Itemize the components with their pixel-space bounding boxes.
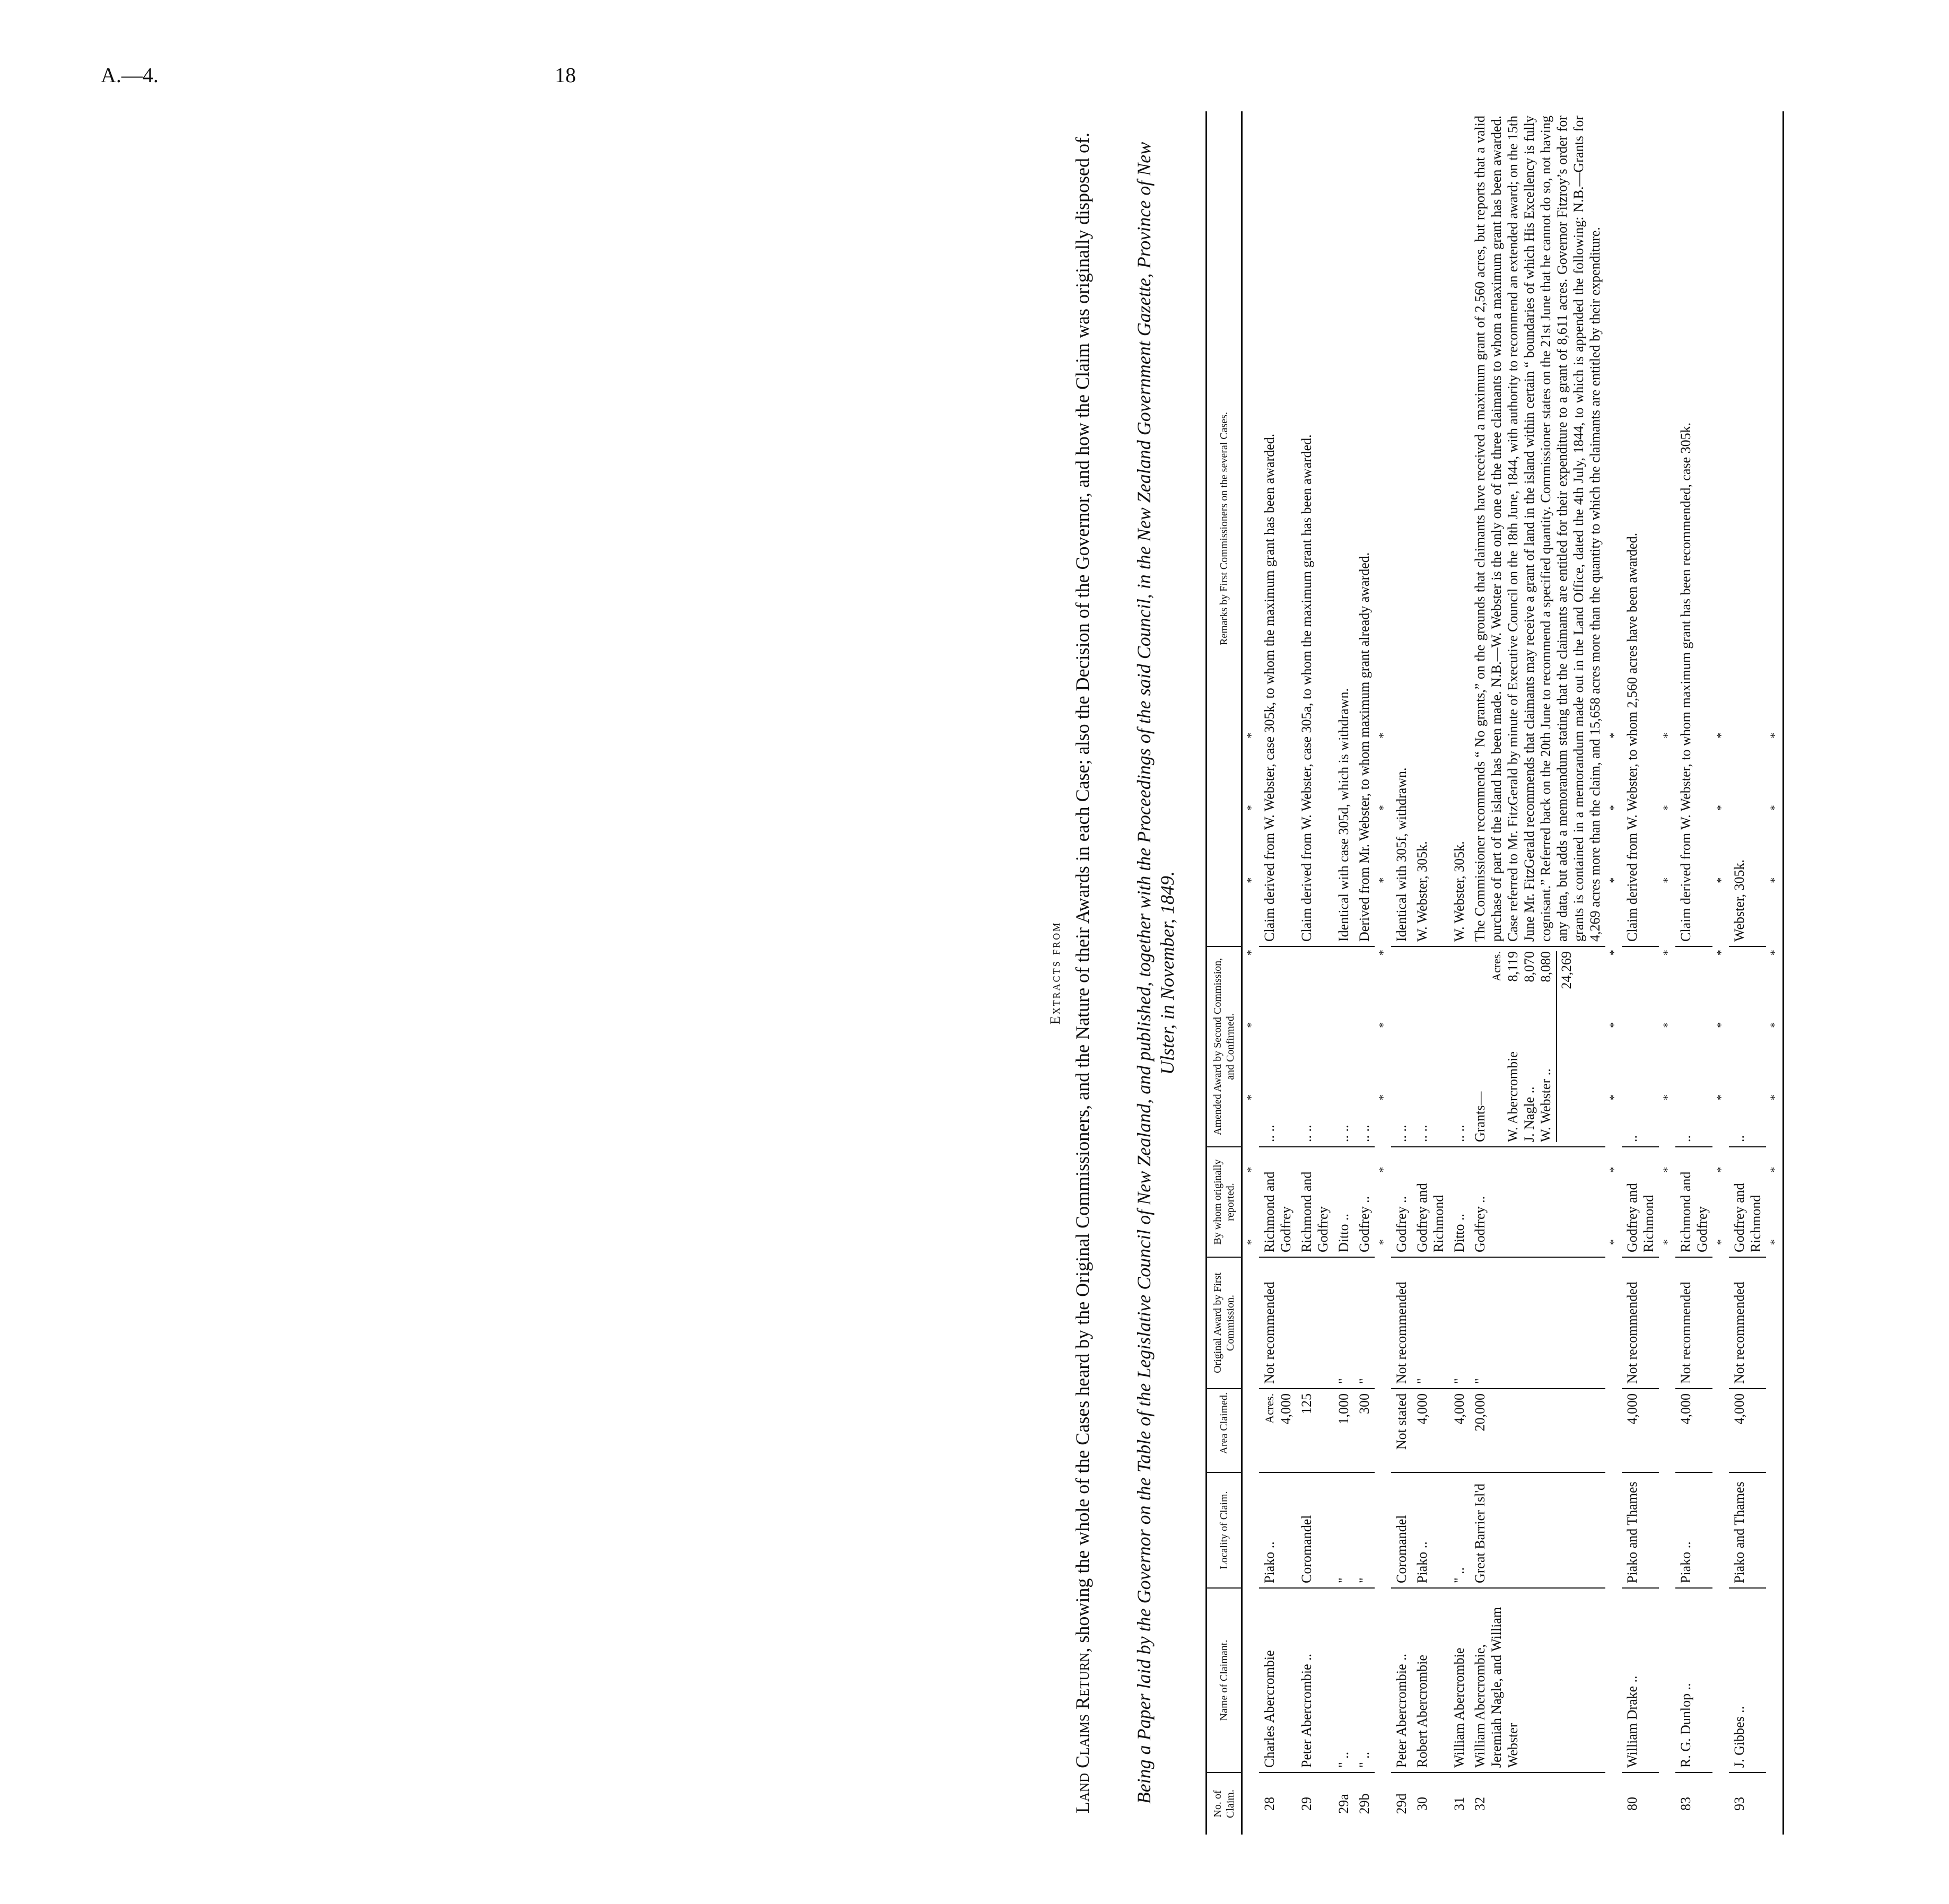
cell-area: 125 [1296, 1389, 1333, 1472]
cell-award: Not recommended [1259, 1257, 1296, 1389]
title-body: showing the whole of the Cases heard by the Original Commissioners, and the Nature of their Awards in each Case; also the Decision of the Governor, and how the Claim was originally disposed of. [1072, 133, 1093, 1643]
grant-acres: 8,070 [1522, 951, 1537, 982]
cell-remarks: Claim derived from W. Webster, case 305k, to whom the maximum grant has been awarded. [1259, 111, 1296, 946]
cell-award [1296, 1257, 1333, 1389]
table-row [1622, 111, 1659, 1835]
cell-remarks: W. Webster, 305k. [1449, 111, 1470, 946]
cell-area: 300 [1354, 1389, 1375, 1472]
cell-award: Not recommended [1675, 1257, 1712, 1389]
cell-amended: .. .. [1333, 946, 1354, 1147]
cell-remarks: The Commissioner recommends “ No grants,” on the grounds that claimants have received a maximum grant of 2,560 acres, but reports that a valid purchase of part of the island has been made. N.B.—W. Webster is the only one of the three claimants to whom a maximum grant has been awarded. Case referred to Mr. FitzGerald by minute of Executive Council on the 18th June, 1844, with authority to recommend an extended award; on the 15th June Mr. FitzGerald recommends that claimants may receive a grant of land in the island within certain “ boundaries of which His Excellency is fully cognisant.” Referred back on the 20th June to recommend a specified quantity. Commissioner states on the 21st June that he cannot do so, not having any data, but adds a memorandum stating that the claimants are entitled for their expenditure to a grant of 8,611 acres. Governor Fitzroy’s order for grants is contained in a memorandum made out in the Land Office, dated the 4th July, 1844, to which is appended the following: N.B.—Grants for 4,269 acres more than the claim, and 15,658 acres more than the quantity to which the claimants are entitled by their expenditure. [1470, 111, 1605, 946]
cell-no: 80 [1624, 1797, 1640, 1811]
omission-row [1242, 111, 1260, 1835]
cell-no: 29a [1336, 1794, 1351, 1814]
omission-marker: * * * * * * * * [1660, 700, 1674, 1245]
cell-amended: .. .. [1296, 946, 1333, 1147]
omission-row [1766, 111, 1784, 1835]
cell-locality: " [1333, 1472, 1354, 1588]
rotated-sheet [1047, 101, 1949, 1845]
cell-locality: Piako .. [1412, 1472, 1449, 1588]
grant-acres: 8,080 [1538, 951, 1553, 982]
table-row [1412, 111, 1449, 1835]
table-row [1729, 111, 1766, 1835]
omission-marker: * * * * * * * * [1376, 700, 1389, 1245]
grants-unit: Acres. [1490, 951, 1503, 981]
grants-total: 24,269 [1556, 951, 1575, 1142]
cell-area: 4,000 [1412, 1389, 1449, 1472]
cell-award: " [1470, 1257, 1605, 1389]
cell-name: R. G. Dunlop .. [1675, 1588, 1712, 1773]
cell-area [1259, 1389, 1296, 1472]
page-identifier: A.—4. [101, 63, 159, 87]
col-header-no: No. of Claim. [1207, 1773, 1242, 1835]
cell-area: 4,000 [1449, 1389, 1470, 1472]
cell-locality: Great Barrier Isl'd [1470, 1472, 1605, 1588]
cell-locality: " .. [1449, 1472, 1470, 1588]
document-subtitle: Being a Paper laid by the Governor on the Table of the Legislative Council of New Zealand, and published, together with the Proceedings of the said Council, in the New Zealand Government Gazette, Province of New Ulster, in November, 1849. [1133, 142, 1178, 1804]
cell-no: 28 [1262, 1797, 1277, 1811]
grant-acres: 8,119 [1505, 951, 1520, 982]
col-header-by-whom: By whom originally reported. [1207, 1147, 1242, 1257]
cell-remarks: Identical with 305f, withdrawn. [1391, 111, 1412, 946]
cell-no: 93 [1732, 1797, 1747, 1811]
cell-area: 4,000 [1675, 1389, 1712, 1472]
title-lead: Land Claims Return, [1072, 1647, 1093, 1813]
page-number: 18 [555, 63, 576, 87]
table-row [1333, 111, 1354, 1835]
cell-by-whom: Richmond and Godfrey [1259, 1147, 1296, 1257]
cell-locality: Piako and Thames [1622, 1472, 1659, 1588]
omission-marker: * * * * * * * * [1766, 111, 1784, 1835]
cell-award: Not recommended [1729, 1257, 1766, 1389]
cell-area: 4,000 [1622, 1389, 1659, 1472]
cell-locality: Piako .. [1675, 1472, 1712, 1588]
col-header-amended: Amended Award by Second Commission, and Confirmed. [1207, 946, 1242, 1147]
cell-amended: .. [1675, 946, 1712, 1147]
cell-no: 29 [1299, 1797, 1314, 1811]
table-row [1391, 111, 1412, 1835]
cell-name: Peter Abercrombie .. [1296, 1588, 1333, 1773]
col-header-area: Area Claimed. [1207, 1389, 1242, 1472]
table-row [1675, 111, 1712, 1835]
omission-marker: * * * * * * * * [1607, 700, 1620, 1245]
grant-name: W. Abercrombie [1505, 1051, 1520, 1142]
grants-list [1505, 951, 1554, 1142]
extracts-heading: Extracts from [1047, 921, 1063, 1025]
cell-by-whom: Godfrey and Richmond [1622, 1147, 1659, 1257]
table-row [1259, 111, 1296, 1835]
cell-by-whom: Godfrey and Richmond [1729, 1147, 1766, 1257]
col-header-remarks: Remarks by First Commissioners on the several Cases. [1207, 111, 1242, 946]
omission-row [1712, 111, 1729, 1835]
omission-row [1659, 111, 1675, 1835]
cell-area: Not stated [1391, 1389, 1412, 1472]
cell-by-whom: Godfrey .. [1470, 1147, 1605, 1257]
document-title [1071, 101, 1094, 1845]
cell-remarks: W. Webster, 305k. [1412, 111, 1449, 946]
cell-name: J. Gibbes .. [1729, 1588, 1766, 1773]
cell-area: 20,000 [1470, 1389, 1605, 1472]
cell-locality: Piako .. [1259, 1472, 1296, 1588]
cell-remarks: Claim derived from W. Webster, case 305a, to whom the maximum grant has been awarded. [1296, 111, 1333, 946]
cell-name: Robert Abercrombie [1412, 1588, 1449, 1773]
cell-locality: Coromandel [1391, 1472, 1412, 1588]
col-header-locality: Locality of Claim. [1207, 1472, 1242, 1588]
cell-locality: Coromandel [1296, 1472, 1333, 1588]
area-value: 4,000 [1278, 1393, 1293, 1425]
table-row [1354, 111, 1375, 1835]
cell-remarks: Claim derived from W. Webster, to whom 2,560 acres have been awarded. [1622, 111, 1659, 946]
grant-name: J. Nagle .. [1522, 1086, 1537, 1142]
cell-remarks: Derived from Mr. Webster, to whom maximum grant already awarded. [1354, 111, 1375, 946]
cell-area: 4,000 [1729, 1389, 1766, 1472]
cell-by-whom: Godfrey .. [1391, 1147, 1412, 1257]
table-row [1296, 111, 1333, 1835]
cell-award: Not recommended [1391, 1257, 1412, 1389]
table-row [1470, 111, 1605, 1835]
cell-by-whom: Richmond and Godfrey [1296, 1147, 1333, 1257]
cell-name: Charles Abercrombie [1259, 1588, 1296, 1773]
grants-label: Grants— [1472, 1091, 1488, 1142]
cell-no: 32 [1472, 1797, 1488, 1811]
omission-row [1375, 111, 1391, 1835]
cell-name: William Abercrombie [1449, 1588, 1470, 1773]
cell-name: William Abercrombie, Jeremiah Nagle, and William Webster [1470, 1588, 1605, 1773]
cell-by-whom: Godfrey .. [1354, 1147, 1375, 1257]
cell-name: " .. [1333, 1588, 1354, 1773]
cell-amended: .. .. [1412, 946, 1449, 1147]
omission-marker: * * * * * * * * [1714, 700, 1727, 1245]
cell-area: 1,000 [1333, 1389, 1354, 1472]
area-unit: Acres. [1263, 1393, 1276, 1424]
cell-award: " [1333, 1257, 1354, 1389]
cell-award: " [1354, 1257, 1375, 1389]
cell-amended-grants [1470, 946, 1605, 1147]
cell-no: 83 [1678, 1797, 1693, 1811]
cell-amended: .. .. [1391, 946, 1412, 1147]
cell-locality: " [1354, 1472, 1375, 1588]
cell-locality: Piako and Thames [1729, 1472, 1766, 1588]
cell-amended: .. .. [1259, 946, 1296, 1147]
cell-amended: .. [1729, 946, 1766, 1147]
cell-award: " [1412, 1257, 1449, 1389]
omission-row [1605, 111, 1622, 1835]
col-header-award: Original Award by First Commission. [1207, 1257, 1242, 1389]
cell-remarks: Identical with case 305d, which is withdrawn. [1333, 111, 1354, 946]
cell-name: " .. [1354, 1588, 1375, 1773]
cell-no: 31 [1452, 1797, 1467, 1811]
cell-name: William Drake .. [1622, 1588, 1659, 1773]
cell-by-whom: Ditto .. [1449, 1147, 1470, 1257]
omission-marker: * * * * * * * * [1244, 700, 1257, 1245]
cell-by-whom: Richmond and Godfrey [1675, 1147, 1712, 1257]
cell-name: Peter Abercrombie .. [1391, 1588, 1412, 1773]
cell-remarks: Webster, 305k. [1729, 111, 1766, 946]
cell-no: 29b [1357, 1793, 1372, 1814]
cell-by-whom: Godfrey and Richmond [1412, 1147, 1449, 1257]
cell-amended: .. [1622, 946, 1659, 1147]
claims-table [1205, 111, 1784, 1835]
grant-name: W. Webster .. [1538, 1068, 1553, 1142]
table-header-row [1207, 111, 1242, 1835]
table-row [1449, 111, 1470, 1835]
cell-by-whom: Ditto .. [1333, 1147, 1354, 1257]
cell-amended: .. .. [1354, 946, 1375, 1147]
cell-award: " [1449, 1257, 1470, 1389]
col-header-name: Name of Claimant. [1207, 1588, 1242, 1773]
cell-amended: .. .. [1449, 946, 1470, 1147]
cell-no: 29d [1394, 1793, 1409, 1814]
cell-remarks: Claim derived from W. Webster, to whom maximum grant has been recommended, case 305k. [1675, 111, 1712, 946]
cell-no: 30 [1414, 1797, 1430, 1811]
cell-award: Not recommended [1622, 1257, 1659, 1389]
